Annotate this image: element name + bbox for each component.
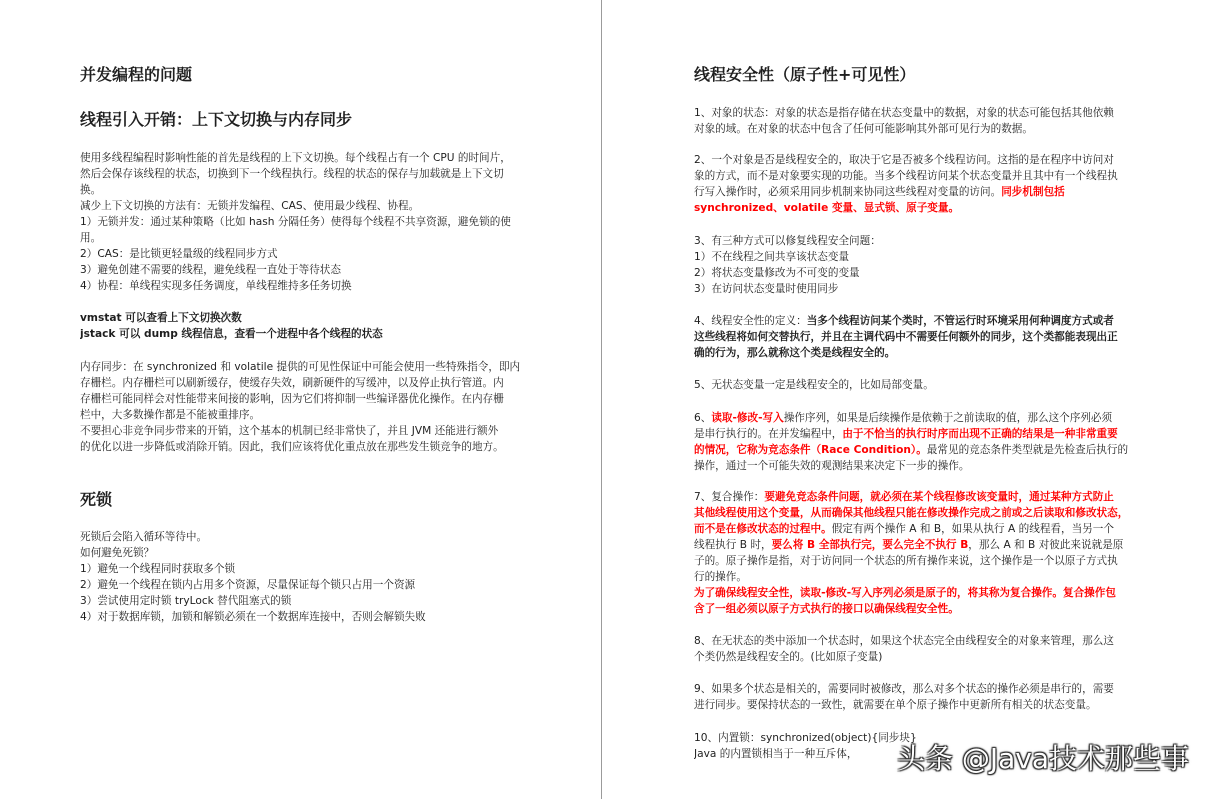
text-line bbox=[694, 585, 1136, 601]
text-line: 操作，通过一个可能失效的观测结果来决定下一步的操作。 bbox=[694, 460, 970, 472]
text-line: 不要担心非竞争同步带来的开销，这个基本的机制已经非常快了，并且 JVM 还能进行额外 bbox=[80, 425, 499, 437]
item-race-condition bbox=[694, 410, 1136, 474]
text-line bbox=[694, 200, 1136, 216]
text-line: 存栅栏。内存栅栏可以刷新缓存，使缓存失效，刷新硬件的写缓冲，以及停止执行管道。内 bbox=[80, 377, 504, 389]
text-line: 3）在访问状态变量时使用同步 bbox=[694, 283, 839, 295]
item-add-state bbox=[694, 633, 1136, 665]
item-stateless bbox=[694, 377, 1136, 393]
text-line bbox=[694, 521, 1136, 537]
text-line: vmstat 可以查看上下文切换次数 bbox=[80, 312, 242, 324]
text-line: 栏中，大多数操作都是不能被重排序。 bbox=[80, 409, 261, 421]
text-line: 的优化以进一步降低或消除开销。因此，我们应该将优化重点放在那些发生锁竞争的地方。 bbox=[80, 441, 504, 453]
text-line: 子的。原子操作是指，对于访问同一个状态的所有操作来说，这个操作是一个以原子方式执 bbox=[694, 555, 1118, 567]
text-line: 5、无状态变量一定是线程安全的，比如局部变量。 bbox=[694, 379, 934, 391]
watermark: 头条 @Java技术那些事 bbox=[896, 742, 1189, 775]
text-line: 存栅栏可能同样会对性能带来间接的影响，因为它们将抑制一些编译器优化操作。在内存栅 bbox=[80, 393, 504, 405]
text-line: 个类仍然是线程安全的。(比如原子变量) bbox=[694, 651, 883, 663]
paragraph-memory-sync bbox=[80, 359, 522, 455]
text-run: 6、 bbox=[694, 412, 712, 424]
highlighted-text: 为了确保线程安全性，读取-修改-写入序列必须是原子的，将其称为复合操作。复合操作包 bbox=[694, 587, 1116, 599]
text-line: 1）无锁并发：通过某种策略（比如 hash 分隔任务）使得每个线程不共享资源，避免锁的使 bbox=[80, 216, 511, 228]
text-line: 3）尝试使用定时锁 tryLock 替代阻塞式的锁 bbox=[80, 595, 292, 607]
text-line: 3）避免创建不需要的线程，避免线程一直处于等待状态 bbox=[80, 264, 341, 276]
text-line: 对象的域。在对象的状态中包含了任何可能影响其外部可见行为的数据。 bbox=[694, 123, 1033, 135]
text-line: 内存同步：在 synchronized 和 volatile 提供的可见性保证中可能会使用一些特殊指令，即内 bbox=[80, 361, 521, 373]
text-run: 最常见的竞态条件类型就是先检查后执行的 bbox=[926, 444, 1129, 456]
item-object-state bbox=[694, 105, 1136, 137]
bold-text: 这些线程将如何交替执行，并且在主调代码中不需要任何额外的同步，这个类都能表现出正 bbox=[694, 331, 1118, 343]
text-line: 然后会保存该线程的状态，切换到下一个线程执行。线程的状态的保存与加载就是上下文切 bbox=[80, 168, 504, 180]
text-line: 减少上下文切换的方法有：无锁并发编程、CAS、使用最少线程、协程。 bbox=[80, 200, 420, 212]
text-line: 象的方式，而不是对象要实现的功能。当多个线程访问某个状态变量并且其中有一个线程执 bbox=[694, 170, 1118, 182]
page-title: 线程安全性（原子性+可见性） bbox=[694, 65, 916, 84]
text-line: 1、对象的状态：对象的状态是指存储在状态变量中的数据，对象的状态可能包括其他依赖 bbox=[694, 107, 1114, 119]
text-run: 是串行执行的。在并发编程中， bbox=[694, 428, 843, 440]
text-line: 4）对于数据库锁，加锁和解锁必须在一个数据库连接中，否则会解锁失败 bbox=[80, 611, 426, 623]
highlighted-text: 要么将 B 全部执行完，要么完全不执行 B bbox=[771, 539, 969, 551]
text-line: jstack 可以 dump 线程信息，查看一个进程中各个线程的状态 bbox=[80, 328, 383, 340]
text-line bbox=[694, 442, 1136, 458]
bold-text: 当多个线程访问某个类时，不管运行时环境采用何种调度方式或者 bbox=[806, 315, 1114, 327]
text-run: 行写入操作时，必须采用同步机制来协同这些线程对变量的访问。 bbox=[694, 186, 1002, 198]
item-definition bbox=[694, 313, 1136, 361]
text-line: 8、在无状态的类中添加一个状态时，如果这个状态完全由线程安全的对象来管理，那么这 bbox=[694, 635, 1114, 647]
section-heading-overhead: 线程引入开销：上下文切换与内存同步 bbox=[80, 110, 353, 129]
highlighted-text: 的情况，它称为竞态条件（Race Condition）。 bbox=[694, 444, 927, 456]
text-line: 换。 bbox=[80, 184, 102, 196]
text-line: 2）避免一个线程在锁内占用多个资源，尽量保证每个锁只占用一个资源 bbox=[80, 579, 416, 591]
text-line: 4）协程：单线程实现多任务调度，单线程维持多任务切换 bbox=[80, 280, 352, 292]
text-line bbox=[694, 489, 1136, 505]
text-run: 假定有两个操作 A 和 B，如果从执行 A 的线程看，当另一个 bbox=[831, 523, 1114, 535]
text-run: 4、线程安全性的定义： bbox=[694, 315, 807, 327]
text-line: 如何避免死锁？ bbox=[80, 547, 155, 559]
text-line: 3、有三种方式可以修复线程安全问题： bbox=[694, 235, 881, 247]
text-line: 进行同步。要保持状态的一致性，就需要在单个原子操作中更新所有相关的状态变量。 bbox=[694, 699, 1097, 711]
highlighted-text: 其他线程使用这个变量，从而确保其他线程只能在修改操作完成之前或之后读取和修改状态， bbox=[694, 507, 1129, 519]
text-line bbox=[694, 426, 1136, 442]
text-line: Java 的内置锁相当于一种互斥体， bbox=[694, 748, 858, 760]
highlighted-text: 要避免竞态条件问题，就必须在某个线程修改该变量时，通过某种方式防止 bbox=[764, 491, 1114, 503]
text-run: 操作序列，如果是后续操作是依赖于之前读取的值，那么这个序列必须 bbox=[783, 412, 1113, 424]
highlighted-text: 读取-修改-写入 bbox=[711, 412, 784, 424]
page-title: 并发编程的问题 bbox=[80, 65, 193, 84]
highlighted-text: 而不是在修改状态的过程中。 bbox=[694, 523, 832, 535]
text-line bbox=[694, 537, 1136, 553]
item-compound-action bbox=[694, 489, 1136, 617]
section-heading-deadlock: 死锁 bbox=[80, 490, 113, 509]
paragraph-deadlock bbox=[80, 529, 522, 625]
text-line: 1）避免一个线程同时获取多个锁 bbox=[80, 563, 236, 575]
highlighted-text: 同步机制包括 bbox=[1001, 186, 1065, 198]
text-line: 10、内置锁：synchronized(object){同步块} bbox=[694, 732, 917, 744]
text-line: 1）不在线程之间共享该状态变量 bbox=[694, 251, 850, 263]
text-line bbox=[694, 410, 1136, 426]
right-page bbox=[602, 0, 1207, 799]
highlighted-text: synchronized、volatile 变量、显式锁、原子变量。 bbox=[694, 202, 960, 214]
bold-text: 确的行为，那么就称这个类是线程安全的。 bbox=[694, 347, 896, 359]
highlighted-text: 含了一组必须以原子方式执行的接口以确保线程安全性。 bbox=[694, 603, 959, 615]
text-run: 7、复合操作： bbox=[694, 491, 765, 503]
text-line: 2）将状态变量修改为不可变的变量 bbox=[694, 267, 860, 279]
paragraph-tools bbox=[80, 310, 522, 342]
text-line bbox=[694, 184, 1136, 200]
text-line: 2、一个对象是否是线程安全的，取决于它是否被多个线程访问。这指的是在程序中访问对 bbox=[694, 154, 1114, 166]
left-page bbox=[0, 0, 601, 799]
text-line: 9、如果多个状态是相关的，需要同时被修改，那么对多个状态的操作必须是串行的，需要 bbox=[694, 683, 1114, 695]
text-line bbox=[694, 601, 1136, 617]
text-line bbox=[694, 505, 1136, 521]
item-related-states bbox=[694, 681, 1136, 713]
text-line: 使用多线程编程时影响性能的首先是线程的上下文切换。每个线程占有一个 CPU 的时间片， bbox=[80, 152, 511, 164]
text-line: 行的操作。 bbox=[694, 571, 747, 583]
text-run: 线程执行 B 时， bbox=[694, 539, 772, 551]
text-line: 用。 bbox=[80, 232, 102, 244]
text-line bbox=[694, 329, 1136, 345]
paragraph-context-switch bbox=[80, 150, 522, 294]
highlighted-text: 由于不恰当的执行时序而出现不正确的结果是一种非常重要 bbox=[842, 428, 1118, 440]
item-thread-safe-object bbox=[694, 152, 1136, 216]
text-line: 2）CAS：是比锁更轻量级的线程同步方式 bbox=[80, 248, 278, 260]
text-line bbox=[694, 345, 1136, 361]
text-line: 死锁后会陷入循环等待中。 bbox=[80, 531, 208, 543]
text-line bbox=[694, 313, 1136, 329]
text-run: ，那么 A 和 B 对彼此来说就是原 bbox=[968, 539, 1124, 551]
item-fix-methods bbox=[694, 233, 1136, 297]
